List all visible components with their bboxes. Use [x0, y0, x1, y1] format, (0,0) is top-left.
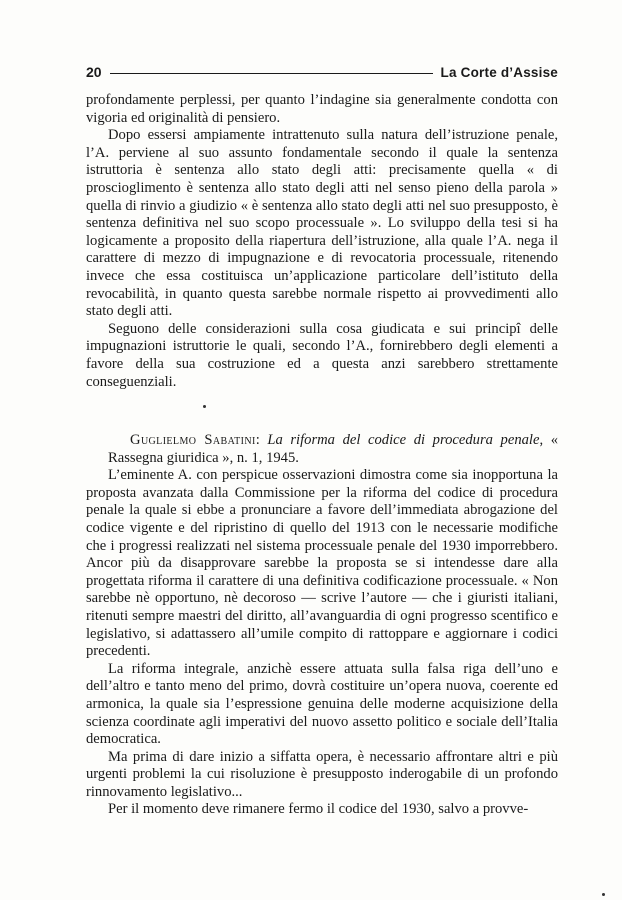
scan-speck — [203, 405, 206, 408]
paragraph: Ma prima di dare inizio a siffatta opera, è necessario affrontare altri e più urgenti problemi la cui risoluzione è presupposto inderogabile di un profondo rinnovamento legislativo... — [86, 748, 558, 800]
bibliographic-citation — [86, 432, 558, 467]
running-title: La Corte d’Assise — [440, 64, 558, 80]
citation-author: Guglielmo Sabatini — [130, 432, 256, 448]
paragraph: La riforma integrale, anzichè essere attuata sulla falsa riga dell’uno e dell’altro e tanto meno del primo, dovrà costituire un’opera nuova, coerente ed armonica, la quale sia l’espressione genuina delle moderne acquisizione della scienza coordinate agli imperativi del nuovo assetto politico e sociale dell’Italia democratica. — [86, 660, 558, 748]
paragraph: Per il momento deve rimanere fermo il codice del 1930, salvo a provve- — [108, 801, 529, 818]
page-header — [86, 62, 558, 82]
page-number: 20 — [86, 64, 102, 80]
paragraph: profondamente perplessi, per quanto l’indagine sia generalmente condotta con vigoria ed originalità di pensiero. — [86, 92, 558, 126]
citation-separator: : — [255, 432, 268, 448]
citation-source: , « Rassegna giuridica », n. 1, 1945. — [108, 432, 559, 466]
paragraph: Seguono delle considerazioni sulla cosa giudicata e sui principî delle impugnazioni istruttorie le quali, secondo l’A., fornirebbero degli elementi a favore della sua costruzione ed a questa anzi sarebbero strettamente conseguenziali. — [86, 320, 558, 390]
paragraph: L’eminente A. con perspicue osservazioni dimostra come sia inopportuna la proposta avanzata dalla Commissione per la riforma del codice di procedura penale la quale si ebbe a pronunciare a favore dell’immediata abrogazione del codice vigente e del ripristino di quello del 1913 con le necessarie modifiche che i progressi realizzati nel sistema processuale penale del 1930 imporrebbero. Ancor più da disapprovare sarebbe la proposta se si intendesse dare alla progettata riforma il carattere di una definitiva codificazione processuale. « Non sarebbe nè opportuno, nè decoroso — scrive l’autore — che i giuristi italiani, ritenuti sempre maestri del diritto, all’avanguardia di ogni progresso scentifico e legislativo, si adattassero all’umile compito di rattoppare e aggiornare i codici precedenti. — [86, 467, 558, 660]
paragraph: Dopo essersi ampiamente intrattenuto sulla natura dell’istruzione penale, l’A. perviene al suo assunto fondamentale secondo il quale la sentenza istruttoria è sentenza allo stato degli atti: precisamente quella « di proscioglimento è sentenza allo stato degli atti nel senso pieno della parola » quella di rinvio a giudizio « è sentenza allo stato degli atti nel suo presupposto, è sentenza definitiva nel suo scopo processuale ». Lo sviluppo della tesi si ha logicamente a proposito della riapertura dell’istruzione, alla quale l’A. nega il carattere di mezzo di impugnazione e di revocatoria processuale, ritenendo invece che essa costituisca un’applicazione particolare dell’istituto della revocabilità, in quanto questa sarebbe normale rispetto ai provvedimenti allo stato degli atti. — [86, 127, 558, 320]
header-rule — [110, 73, 433, 74]
citation-title: La riforma del codice di procedura penale — [267, 432, 540, 448]
review-entry — [86, 432, 558, 819]
scan-speck — [602, 893, 605, 896]
review-continuation — [86, 92, 558, 391]
